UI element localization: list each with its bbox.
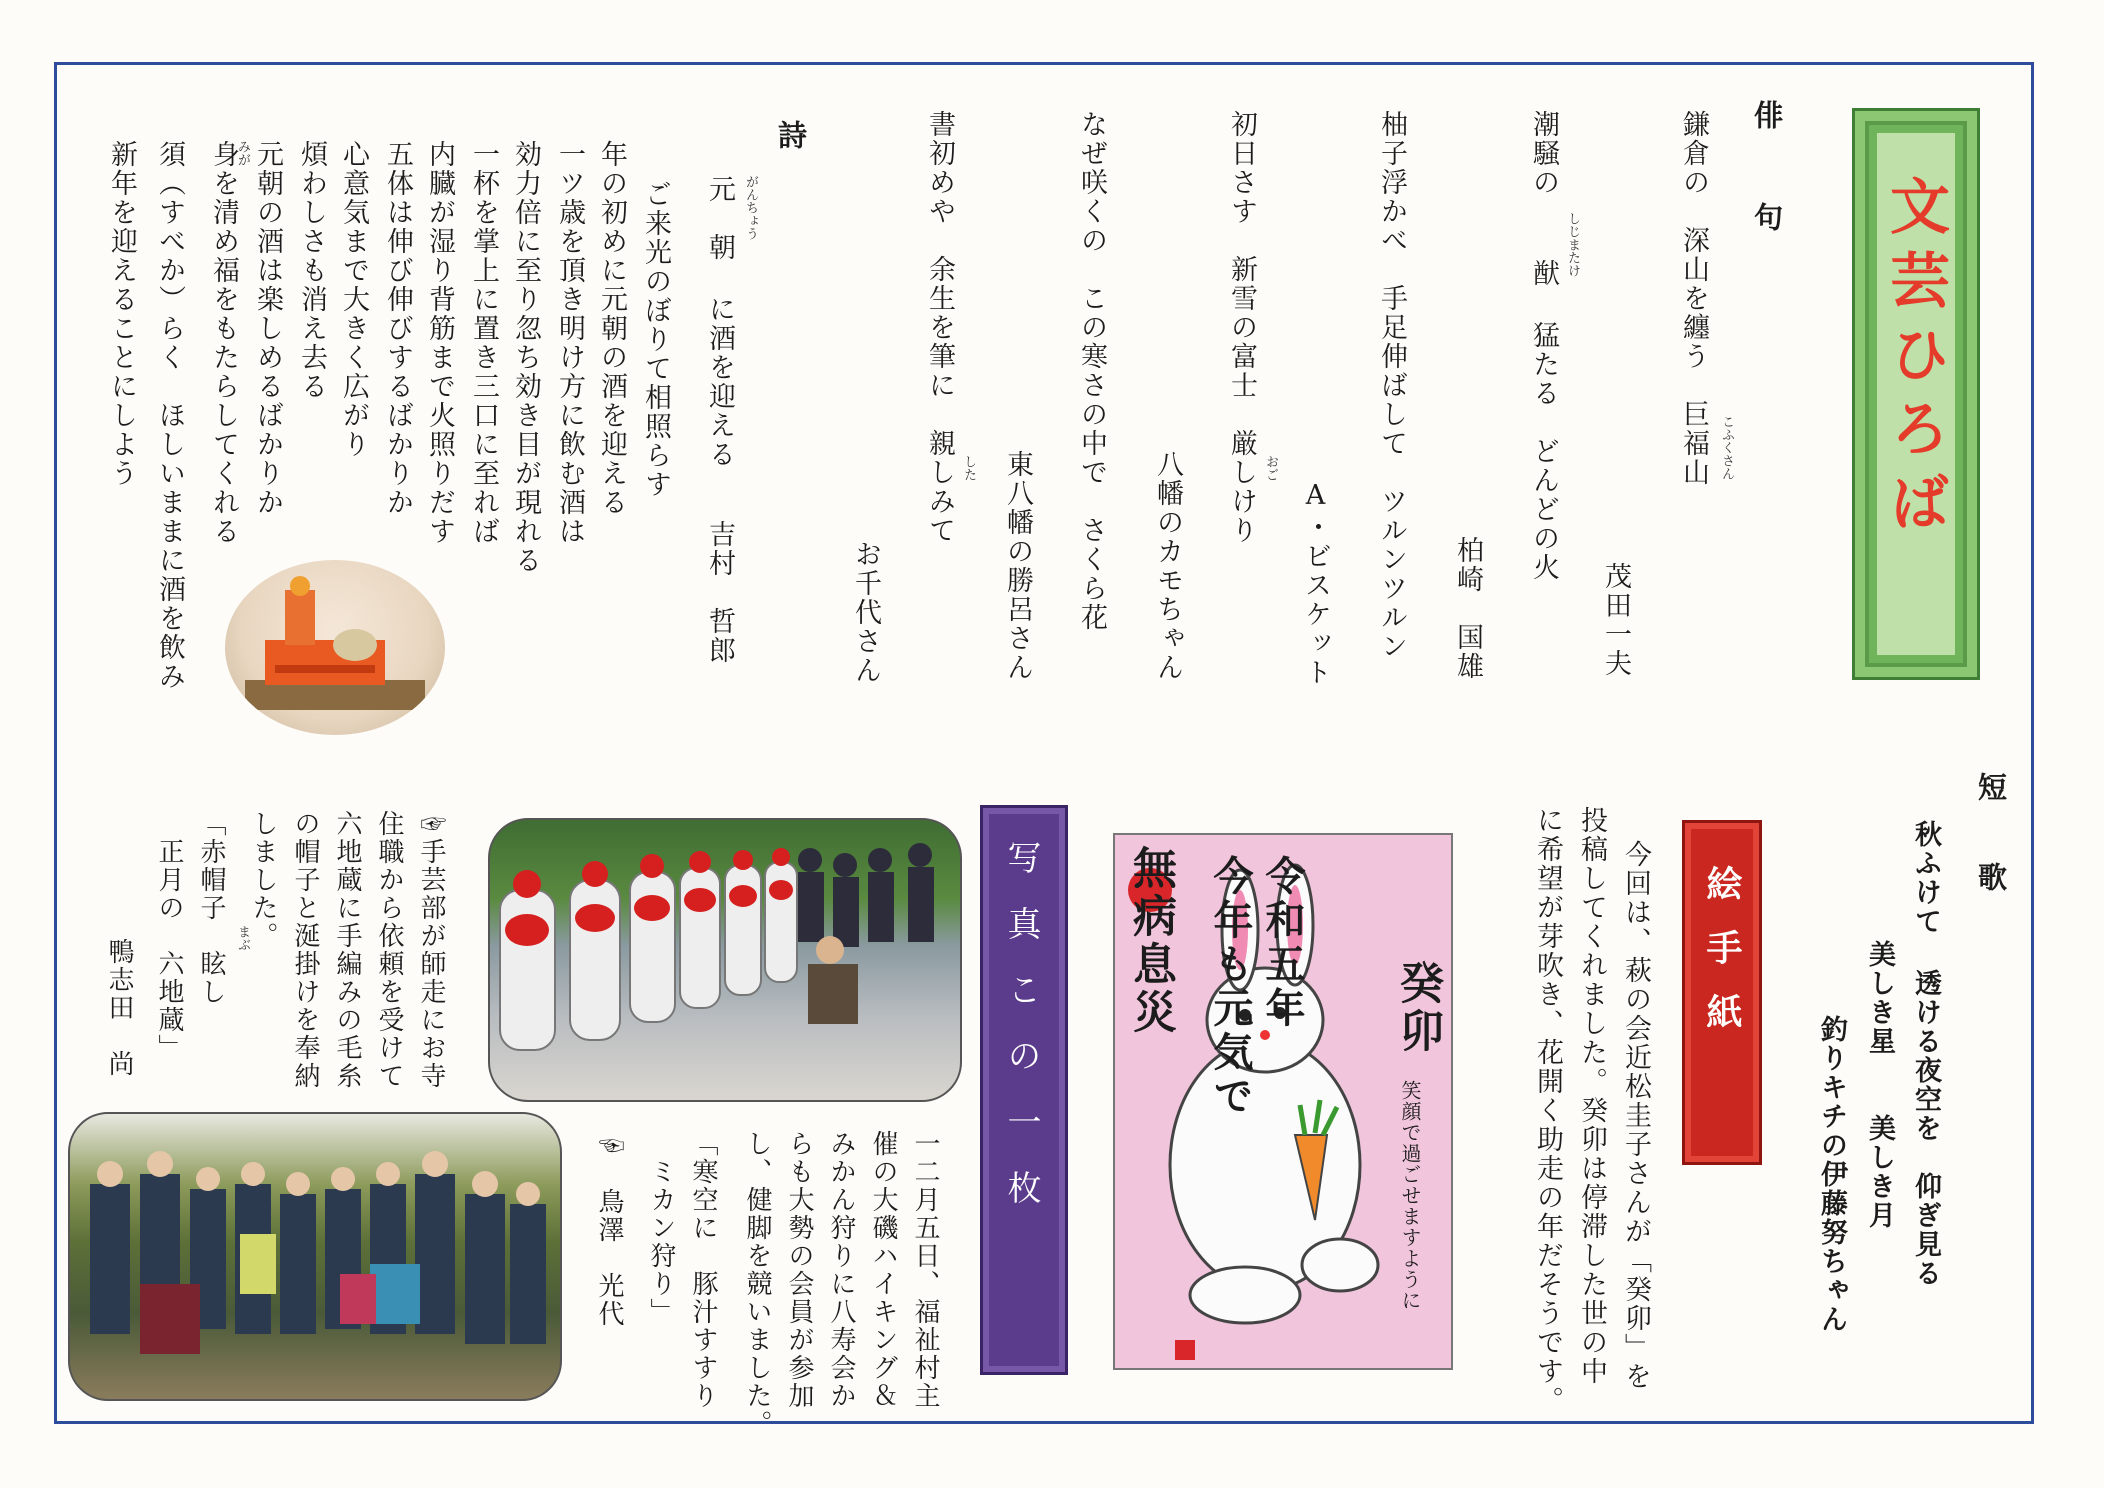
tanka-line-1: 秋ふけて 透ける夜空を 仰ぎ見る [1910, 820, 1941, 1288]
etegami-line-1: 今回は、萩の会近松圭子さんが「癸卯」を [1620, 840, 1651, 1391]
shi-line-7: 五体は伸び伸びするばかりか [382, 140, 413, 517]
sake-set-image [225, 560, 445, 735]
jizo-caption-line-3: 六地蔵に手編みの毛糸 [332, 810, 362, 1090]
haiku-line-4: 初日さす 新雪の富士 厳しけり [1226, 110, 1257, 545]
haiku-line-6: 書初めや 余生を筆に 親しみて [924, 110, 955, 545]
shi-ruby-mi: みが [235, 140, 250, 166]
tanka-heading: 短 歌 [1974, 772, 2008, 907]
hike-caption-line-5: し、健脚を競いました。 [742, 1130, 772, 1438]
hike-caption-line-4: らも大勢の会員が参加 [784, 1130, 814, 1410]
jizo-caption-line-4: の帽子と涎掛けを奉納 [290, 810, 320, 1090]
jizo-photo [488, 818, 962, 1102]
etegami-heading: 絵手紙 [1701, 865, 1743, 1057]
hike-caption-line-6: 「寒空に 豚汁すすり [688, 1130, 718, 1410]
haiku-ruby-6: した [961, 455, 976, 481]
haiku-author-3: A・ビスケット [1300, 480, 1331, 687]
shi-line-2: 年の初めに元朝の酒を迎える [596, 140, 627, 517]
shi-line-5: 一杯を掌上に置き三口に至れば [468, 140, 499, 546]
haiku-author-2: 柏崎 国雄 [1452, 536, 1483, 681]
haiku-author-6: お千代さん [850, 540, 881, 685]
shi-line-3: 一ツ歳を頂き明け方に飲む酒は [554, 140, 585, 546]
shi-author: 吉村 哲郎 [704, 520, 735, 665]
tanka-author: 釣りキチの伊藤努ちゃん [1816, 1015, 1847, 1334]
jizo-caption-line-7: 正月の 六地蔵」 [154, 810, 184, 1062]
shi-line-4: 効力倍に至り忽ち効き目が現れる [510, 140, 541, 575]
haiku-author-1: 茂田一夫 [1600, 562, 1631, 678]
haiku-ruby-2: しじまたけ [1565, 212, 1580, 277]
shi-title: 元 朝 に酒を迎える [704, 175, 735, 469]
photo-heading: 写真この一枚 [1001, 840, 1041, 1236]
jizo-caption-line-5: しました。 [248, 810, 278, 950]
hike-caption-line-7: ミカン狩り」 [646, 1130, 676, 1326]
jizo-caption-author: 鴨志田 尚 [104, 938, 134, 1078]
shi-heading: 詩 [774, 120, 808, 151]
jizo-caption-ruby: まぶ [235, 925, 250, 951]
shi-line-12: 須（すべか）らく ほしいままに酒を飲み [154, 140, 185, 691]
haiku-line-2: 潮騒の 猷 猛たる どんどの火 [1528, 110, 1559, 582]
hike-caption-line-1: 一二月五日、福祉村主 [910, 1130, 940, 1410]
card-text-egao: 笑顔で過ごせますように [1398, 1080, 1422, 1311]
shi-line-11: 身を清め福をもたらしてくれる [208, 140, 239, 546]
hike-caption-line-2: 催の大磯ハイキング＆ [868, 1130, 898, 1410]
haiku-author-5: 東八幡の勝呂さん [1002, 450, 1033, 682]
haiku-ruby-4: おご [1263, 455, 1278, 481]
haiku-heading: 俳 句 [1750, 100, 1784, 253]
hike-caption-line-3: みかん狩りに八寿会か [826, 1130, 856, 1410]
shi-line-10: 元朝の酒は楽しめるばかりか [252, 140, 283, 517]
haiku-line-1: 鎌倉の 深山を纏う 巨福山 [1678, 110, 1709, 487]
card-text-kibo: 癸卯 [1392, 960, 1443, 1056]
card-text-mubyo: 無病息災 [1125, 845, 1176, 1037]
shi-line-8: 心意気まで大きく広がり [338, 140, 369, 459]
shi-line-13: 新年を迎えることにしよう [106, 140, 137, 488]
card-text-reiwa: 令和五年 [1259, 855, 1306, 1031]
etegami-line-3: に希望が芽吹き、花開く助走の年だそうです。 [1532, 806, 1563, 1415]
haiku-line-5: なぜ咲くの この寒さの中で さくら花 [1076, 110, 1107, 632]
tanka-line-2: 美しき星 美しき月 [1864, 940, 1895, 1230]
shi-line-1: ご来光のぼりて相照らす [640, 180, 671, 499]
card-text-genki: 今年も元気で [1207, 855, 1254, 1119]
haiku-author-4: 八幡のカモちゃん [1152, 450, 1183, 682]
jizo-caption-line-6: 「赤帽子 眩し [196, 810, 226, 1006]
hiking-group-photo [68, 1112, 562, 1401]
jizo-caption-line-2: 住職から依頼を受けて [374, 810, 404, 1090]
page-title: 文芸ひろば [1880, 175, 1950, 545]
hike-caption-author: ☜ 鳥澤 光代 [594, 1132, 624, 1328]
haiku-line-3: 柚子浮かべ 手足伸ばして ツルンツルン [1376, 110, 1407, 661]
shi-line-9: 煩わしさも消え去る [296, 140, 327, 401]
jizo-caption-line-1: ☞手芸部が師走にお寺 [416, 810, 446, 1090]
shi-title-ruby: がんちょう [743, 175, 758, 240]
etegami-line-2: 投稿してくれました。癸卯は停滞した世の中 [1576, 806, 1607, 1386]
shi-line-6: 内臓が湿り背筋まで火照りだす [424, 140, 455, 546]
haiku-ruby-1: こふくさん [1719, 415, 1734, 480]
